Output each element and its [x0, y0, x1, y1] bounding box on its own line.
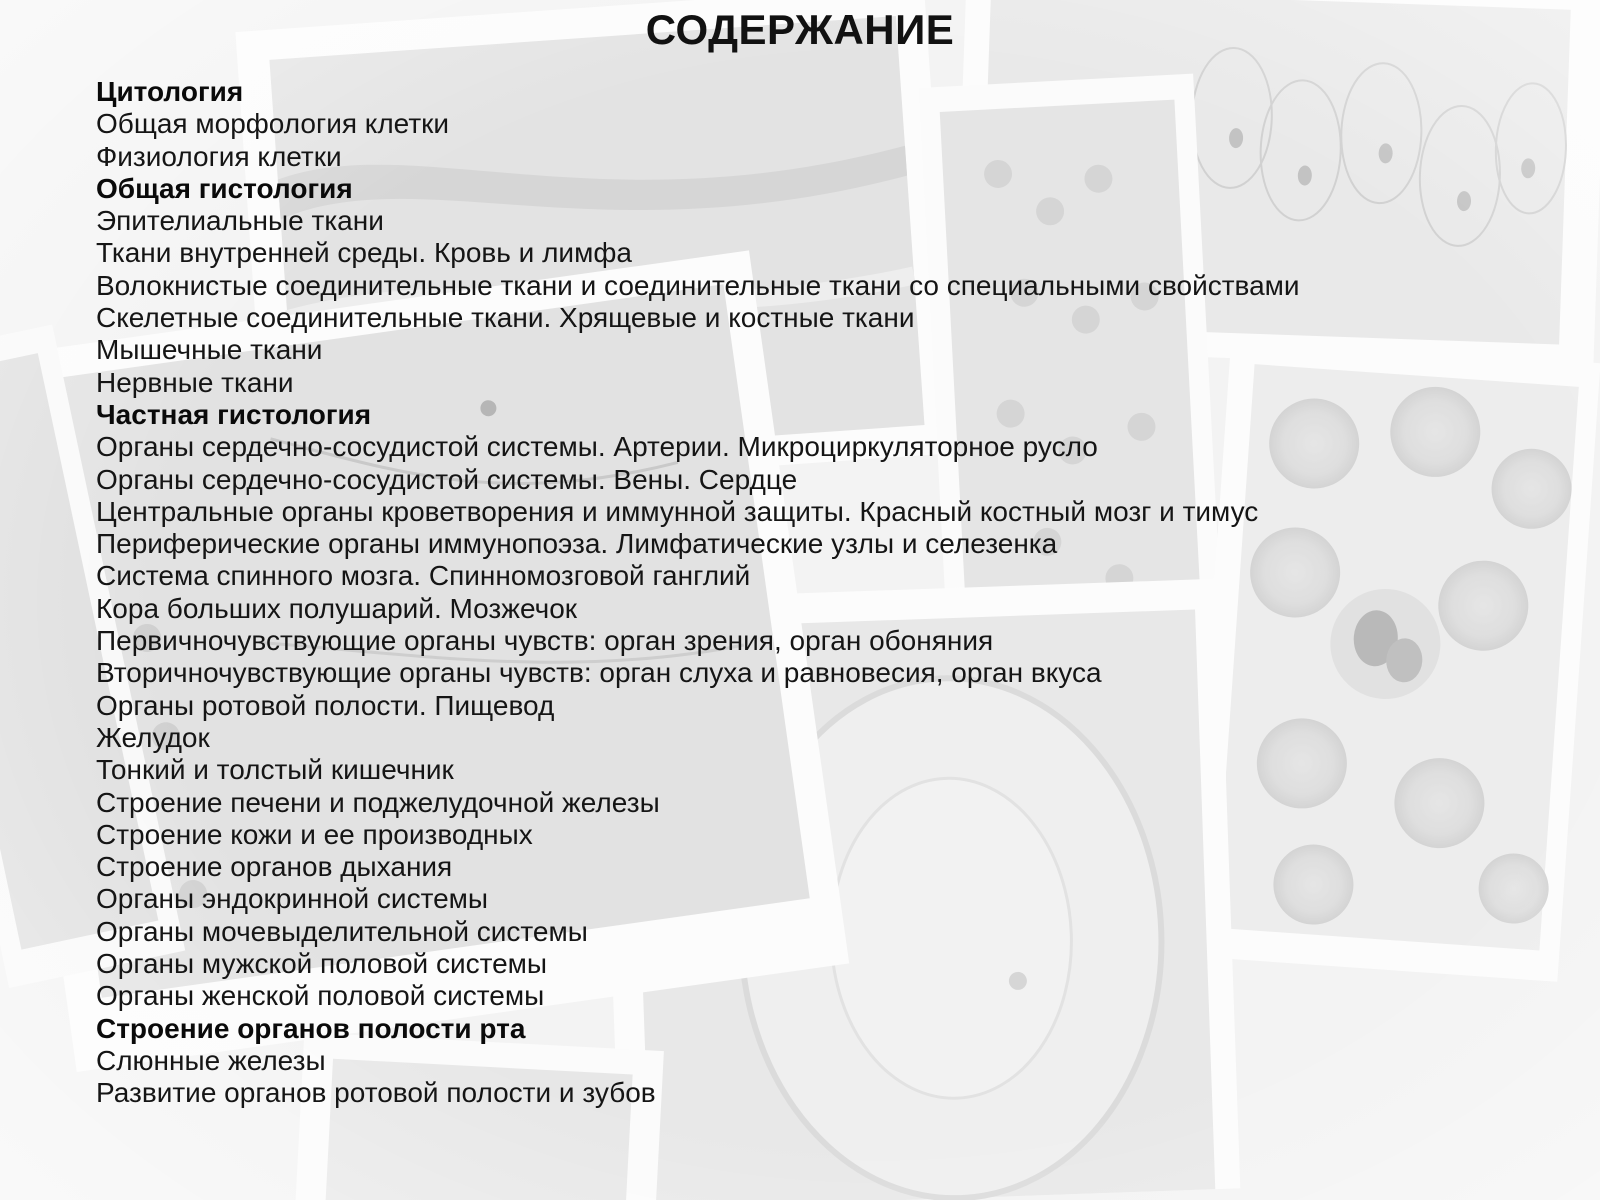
toc-item: Ткани внутренней среды. Кровь и лимфа — [96, 237, 632, 269]
toc-item: Строение органов дыхания — [96, 851, 453, 883]
toc-item: Органы ротовой полости. Пищевод — [96, 689, 555, 721]
toc-item: Органы мужской половой системы — [96, 948, 548, 980]
toc-item: Органы эндокринной системы — [96, 883, 489, 915]
table-of-contents — [96, 76, 1300, 1110]
toc-item: Скелетные соединительные ткани. Хрящевые и костные ткани — [96, 302, 915, 334]
toc-item: Система спинного мозга. Спинномозговой ганглий — [96, 560, 751, 592]
toc-item: Физиология клетки — [96, 140, 342, 172]
toc-item: Кора больших полушарий. Мозжечок — [96, 592, 578, 624]
toc-item: Органы мочевыделительной системы — [96, 915, 588, 947]
toc-item: Желудок — [96, 721, 210, 753]
toc-section-heading: Цитология — [96, 76, 244, 107]
toc-item: Органы сердечно-сосудистой системы. Вены. Сердце — [96, 463, 798, 495]
toc-section-heading: Общая гистология — [96, 172, 353, 204]
toc-item: Первичночувствующие органы чувств: орган зрения, орган обоняния — [96, 625, 994, 657]
toc-item: Общая морфология клетки — [96, 108, 450, 140]
page-title: СОДЕРЖАНИЕ — [645, 6, 955, 53]
toc-item: Мышечные ткани — [96, 334, 323, 366]
toc-item: Эпителиальные ткани — [96, 205, 384, 237]
toc-item: Строение кожи и ее производных — [96, 818, 533, 850]
toc-item: Нервные ткани — [96, 366, 294, 398]
toc-item: Тонкий и толстый кишечник — [96, 754, 454, 786]
toc-item: Органы сердечно-сосудистой системы. Артерии. Микроциркуляторное русло — [96, 431, 1098, 463]
toc-item: Центральные органы кроветворения и иммунной защиты. Красный костный мозг и тимус — [96, 495, 1259, 527]
toc-item: Строение печени и поджелудочной железы — [96, 786, 660, 818]
toc-item: Органы женской половой системы — [96, 980, 545, 1012]
toc-section-heading: Строение органов полости рта — [96, 1012, 526, 1044]
toc-section-heading: Частная гистология — [96, 398, 372, 430]
toc-item: Слюнные железы — [96, 1044, 326, 1076]
toc-item: Периферические органы иммунопоэза. Лимфатические узлы и селезенка — [96, 528, 1058, 560]
toc-item: Вторичночувствующие органы чувств: орган слуха и равновесия, орган вкуса — [96, 657, 1102, 689]
toc-item: Волокнистые соединительные ткани и соединительные ткани со специальными свойствами — [96, 269, 1300, 301]
toc-item: Развитие органов ротовой полости и зубов — [96, 1077, 656, 1109]
